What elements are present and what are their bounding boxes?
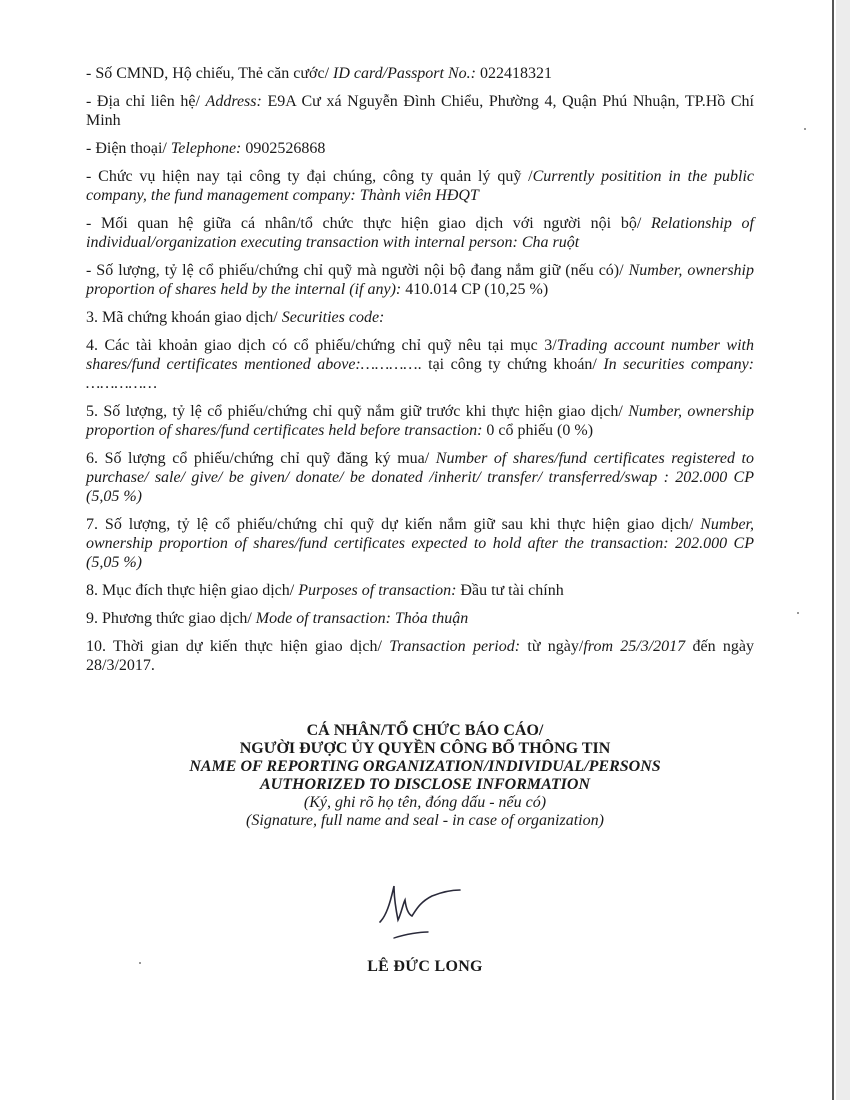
- item-label-en: ID card/Passport No.:: [333, 65, 476, 82]
- signer-name: LÊ ĐỨC LONG: [367, 958, 483, 975]
- item-purpose: [86, 581, 754, 600]
- item-holding-after: [86, 515, 754, 572]
- signature-heading-vi-2: NGƯỜI ĐƯỢC ỦY QUYỀN CÔNG BỐ THÔNG TIN: [239, 740, 611, 757]
- item-label: - Số lượng, tỷ lệ cổ phiếu/chứng chỉ quỹ mà người nội bộ đang nắm giữ (nếu có)/: [86, 262, 629, 279]
- item-trading-accounts: [86, 336, 754, 393]
- item-address: [86, 92, 754, 130]
- item-label: 8. Mục đích thực hiện giao dịch/: [86, 582, 299, 599]
- signature-note-vi: (Ký, ghi rõ họ tên, đóng dấu - nếu có): [303, 794, 547, 811]
- signature-heading-vi-1: CÁ NHÂN/TỔ CHỨC BÁO CÁO/: [306, 722, 544, 739]
- item-label: - Điện thoại/: [86, 140, 171, 157]
- item-label: - Số CMND, Hộ chiếu, Thẻ căn cước/: [86, 65, 334, 82]
- item-label-en: Number, ownership proportion of shares/fund certificates held before transaction:: [86, 403, 755, 439]
- item-label-en: Address:: [205, 93, 262, 110]
- item-label-en: Transaction period:: [389, 638, 521, 655]
- item-relationship: [86, 214, 754, 252]
- item-label: 5. Số lượng, tỷ lệ cổ phiếu/chứng chỉ quỹ nắm giữ trước khi thực hiện giao dịch/: [86, 403, 629, 420]
- item-value: 410.014 CP (10,25 %): [401, 281, 549, 298]
- item-label: - Mối quan hệ giữa cá nhân/tổ chức thực hiện giao dịch với người nội bộ/: [86, 215, 651, 232]
- signature-heading-en-2: AUTHORIZED TO DISCLOSE INFORMATION: [260, 776, 590, 793]
- item-mode: [86, 609, 754, 628]
- document-body: [86, 64, 754, 684]
- scan-speck: [804, 128, 806, 130]
- item-label: 4. Các tài khoản giao dịch có cổ phiếu/chứng chỉ quỹ nêu tại mục 3/: [86, 337, 557, 354]
- item-label-en: Telephone:: [170, 140, 242, 157]
- scan-edge-strip: [836, 0, 850, 1100]
- scan-edge-line: [832, 0, 834, 1100]
- item-value: 022418321: [475, 65, 552, 82]
- item-label-en: Currently positition in the public company, the fund management company: Thành viên HĐQT: [86, 168, 754, 204]
- item-value: Đầu tư tài chính: [456, 582, 564, 599]
- item-id-card: [86, 64, 754, 83]
- item-registered-purchase: [86, 449, 754, 506]
- item-label-en: Purposes of transaction:: [298, 582, 457, 599]
- item-label: 9. Phương thức giao dịch/: [86, 610, 256, 627]
- item-label-en: Securities code:: [281, 309, 385, 326]
- item-label-en: Number, ownership proportion of shares/fund certificates expected to hold after the transaction: 202.000 CP (5,05 %): [86, 516, 754, 571]
- scan-speck: [139, 962, 141, 964]
- item-label: 3. Mã chứng khoán giao dịch/: [86, 309, 282, 326]
- item-label: - Chức vụ hiện nay tại công ty đại chúng, công ty quản lý quỹ /: [86, 168, 533, 185]
- item-internal-holding: [86, 261, 754, 299]
- item-label: - Địa chỉ liên hệ/: [86, 93, 206, 110]
- handwritten-signature: [372, 880, 464, 942]
- item-position: [86, 167, 754, 205]
- item-label: 7. Số lượng, tỷ lệ cổ phiếu/chứng chỉ quỹ dự kiến nắm giữ sau khi thực hiện giao dịch/: [86, 516, 701, 533]
- item-telephone: [86, 139, 754, 158]
- item-value: . tại công ty chứng khoán/: [417, 356, 604, 373]
- item-value: E9A Cư xá Nguyễn Đình Chiểu, Phường 4, Quận Phú Nhuận, TP.Hồ Chí Minh: [86, 93, 754, 129]
- item-label-en: Mode of transaction: Thỏa thuận: [255, 610, 469, 627]
- signature-note-en: (Signature, full name and seal - in case of organization): [246, 812, 604, 829]
- item-label: 10. Thời gian dự kiến thực hiện giao dịch/: [86, 638, 390, 655]
- item-label-en-2: In securities company: ……………: [86, 356, 754, 392]
- item-label-en: Number of shares/fund certificates registered to purchase/ sale/ give/ be given/ donate/ be donated /inherit/ transfer/ transferred/swap : 202.000 CP (5,05 %): [86, 450, 755, 505]
- item-securities-code: [86, 308, 754, 327]
- item-label-en: Number, ownership proportion of shares held by the internal (if any):: [86, 262, 754, 298]
- item-label-en: Trading account number with shares/fund certificates mentioned above:…………: [86, 337, 754, 373]
- item-value: từ ngày/: [520, 638, 584, 655]
- item-value-en: from 25/3/2017: [583, 638, 686, 655]
- scan-speck: [797, 612, 799, 614]
- item-value-2: đến ngày 28/3/2017.: [86, 638, 754, 674]
- item-label: 6. Số lượng cổ phiếu/chứng chỉ quỹ đăng ký mua/: [86, 450, 436, 467]
- signature-heading-en-1: NAME OF REPORTING ORGANIZATION/INDIVIDUAL/PERSONS: [189, 758, 661, 775]
- item-label-en: Relationship of individual/organization executing transaction with internal person: Cha ruột: [86, 215, 754, 251]
- item-period: [86, 637, 754, 675]
- item-holding-before: [86, 402, 754, 440]
- item-value: 0 cổ phiếu (0 %): [482, 422, 594, 439]
- item-value: 0902526868: [241, 140, 326, 157]
- signature-block: [0, 722, 850, 830]
